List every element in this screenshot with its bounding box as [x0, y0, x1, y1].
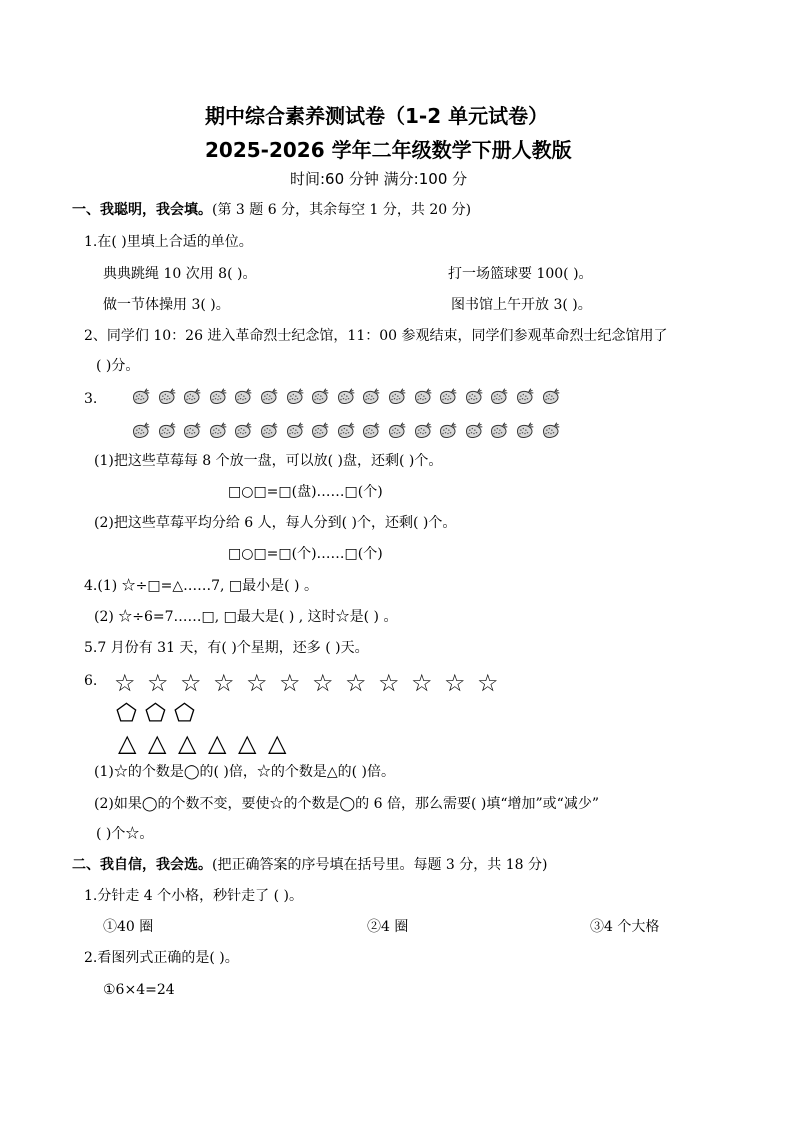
- strawberry-icon: [131, 388, 151, 406]
- triangle-icon: △: [148, 729, 167, 757]
- strawberry-icon: [387, 388, 407, 406]
- triangle-icon: △: [178, 729, 197, 757]
- star-icon: ☆: [312, 669, 334, 697]
- strawberry-icon: [515, 422, 535, 440]
- strawberry-icon: [541, 422, 561, 440]
- section2-note: (把正确答案的序号填在括号里。每题 3 分，共 18 分): [212, 857, 548, 873]
- triangle-icon: △: [268, 729, 287, 757]
- strawberry-icon: [285, 388, 305, 406]
- strawberry-icon: [285, 422, 305, 440]
- strawberry-icon: [182, 422, 202, 440]
- exam-time-score: 时间:60 分钟 满分:100 分: [290, 170, 468, 188]
- s2-q2-stem: 2.看图列式正确的是( )。: [84, 950, 239, 966]
- strawberry-icon: [464, 388, 484, 406]
- triangle-icon: △: [118, 729, 137, 757]
- triangle-icon: △: [238, 729, 257, 757]
- strawberry-icon: [233, 388, 253, 406]
- q3-part1-formula: □○□=□(盘)……□(个): [228, 484, 383, 500]
- section2-title: 二、我自信，我会选。: [72, 857, 212, 873]
- q3-part2: (2)把这些草莓平均分给 6 人，每人分到( )个，还剩( )个。: [94, 515, 457, 531]
- strawberry-icon: [157, 422, 177, 440]
- q1-item-d: 图书馆上午开放 3( )。: [451, 297, 592, 313]
- q1-item-a: 典典跳绳 10 次用 8( )。: [103, 266, 257, 282]
- strawberry-icon: [208, 388, 228, 406]
- star-icon: ☆: [345, 669, 367, 697]
- s2-q2-option-1: ①6×4=24: [103, 982, 175, 998]
- q6-part1: (1)☆的个数是◯的( )倍，☆的个数是△的( )倍。: [94, 764, 396, 780]
- strawberry-icon: [310, 422, 330, 440]
- q3-part1: (1)把这些草莓每 8 个放一盘，可以放( )盘，还剩( )个。: [94, 453, 443, 469]
- triangle-icon: △: [208, 729, 227, 757]
- strawberry-icon: [438, 422, 458, 440]
- pentagon-icon: ⬠: [145, 699, 166, 727]
- strawberry-icon: [387, 422, 407, 440]
- strawberry-icon: [541, 388, 561, 406]
- s2-q1-stem: 1.分针走 4 个小格，秒针走了 ( )。: [84, 888, 303, 904]
- star-icon: ☆: [279, 669, 301, 697]
- pentagon-icon: ⬠: [116, 699, 137, 727]
- q6-part2-line1: (2)如果◯的个数不变，要使☆的个数是◯的 6 倍，那么需要( )填“增加”或“减少”: [94, 796, 599, 812]
- strawberry-icon: [259, 388, 279, 406]
- strawberry-icon: [361, 422, 381, 440]
- star-icon: ☆: [378, 669, 400, 697]
- q6-label: 6.: [84, 673, 98, 689]
- q1-item-b: 打一场篮球要 100( )。: [448, 266, 593, 282]
- s2-q1-option-2: ②4 圈: [367, 919, 409, 935]
- strawberry-icon: [157, 388, 177, 406]
- q5-text: 5.7 月份有 31 天，有( )个星期，还多 ( )天。: [84, 640, 369, 656]
- strawberry-icon: [336, 388, 356, 406]
- star-icon: ☆: [147, 669, 169, 697]
- strawberry-icon: [413, 388, 433, 406]
- q4-part1: 4.(1) ☆÷□=△……7, □最小是( ) 。: [84, 578, 318, 594]
- strawberry-icon: [208, 422, 228, 440]
- strawberry-icon: [464, 422, 484, 440]
- q1-item-c: 做一节体操用 3( )。: [103, 297, 230, 313]
- star-icon: ☆: [213, 669, 235, 697]
- star-icon: ☆: [180, 669, 202, 697]
- section1-note: (第 3 题 6 分，其余每空 1 分，共 20 分): [212, 202, 472, 218]
- section1-heading: [72, 202, 471, 219]
- strawberry-icon: [515, 388, 535, 406]
- strawberry-icon: [310, 388, 330, 406]
- strawberry-icon: [336, 422, 356, 440]
- page-title-line2: 2025-2026 学年二年级数学下册人教版: [205, 138, 572, 162]
- strawberry-icon: [182, 388, 202, 406]
- q2-line1: 2、同学们 10：26 进入革命烈士纪念馆，11：00 参观结束，同学们参观革命烈士纪念馆用了: [84, 328, 668, 344]
- strawberry-row-2: [131, 422, 561, 440]
- q3-label: 3.: [84, 391, 98, 407]
- strawberry-icon: [489, 388, 509, 406]
- strawberry-icon: [259, 422, 279, 440]
- page-title-line1: 期中综合素养测试卷（1-2 单元试卷）: [205, 104, 549, 128]
- star-icon: ☆: [444, 669, 466, 697]
- strawberry-icon: [361, 388, 381, 406]
- q4-part2: (2) ☆÷6=7……□, □最大是( ) , 这时☆是( ) 。: [94, 609, 398, 625]
- strawberry-icon: [438, 388, 458, 406]
- star-icon: ☆: [114, 669, 136, 697]
- pentagon-icon: ⬠: [174, 699, 195, 727]
- s2-q1-option-1: ①40 圈: [103, 919, 154, 935]
- q2-line2: ( )分。: [96, 358, 140, 374]
- section1-title: 一、我聪明，我会填。: [72, 202, 212, 218]
- star-icon: ☆: [246, 669, 268, 697]
- q6-part2-line2: ( )个☆。: [96, 826, 154, 842]
- star-icon: ☆: [477, 669, 499, 697]
- q3-part2-formula: □○□=□(个)……□(个): [228, 546, 383, 562]
- s2-q1-option-3: ③4 个大格: [590, 919, 660, 935]
- strawberry-row-1: [131, 388, 561, 406]
- strawberry-icon: [489, 422, 509, 440]
- strawberry-icon: [413, 422, 433, 440]
- strawberry-icon: [131, 422, 151, 440]
- q1-stem: 1.在( )里填上合适的单位。: [84, 234, 253, 250]
- section2-heading: [72, 857, 547, 874]
- star-icon: ☆: [411, 669, 433, 697]
- strawberry-icon: [233, 422, 253, 440]
